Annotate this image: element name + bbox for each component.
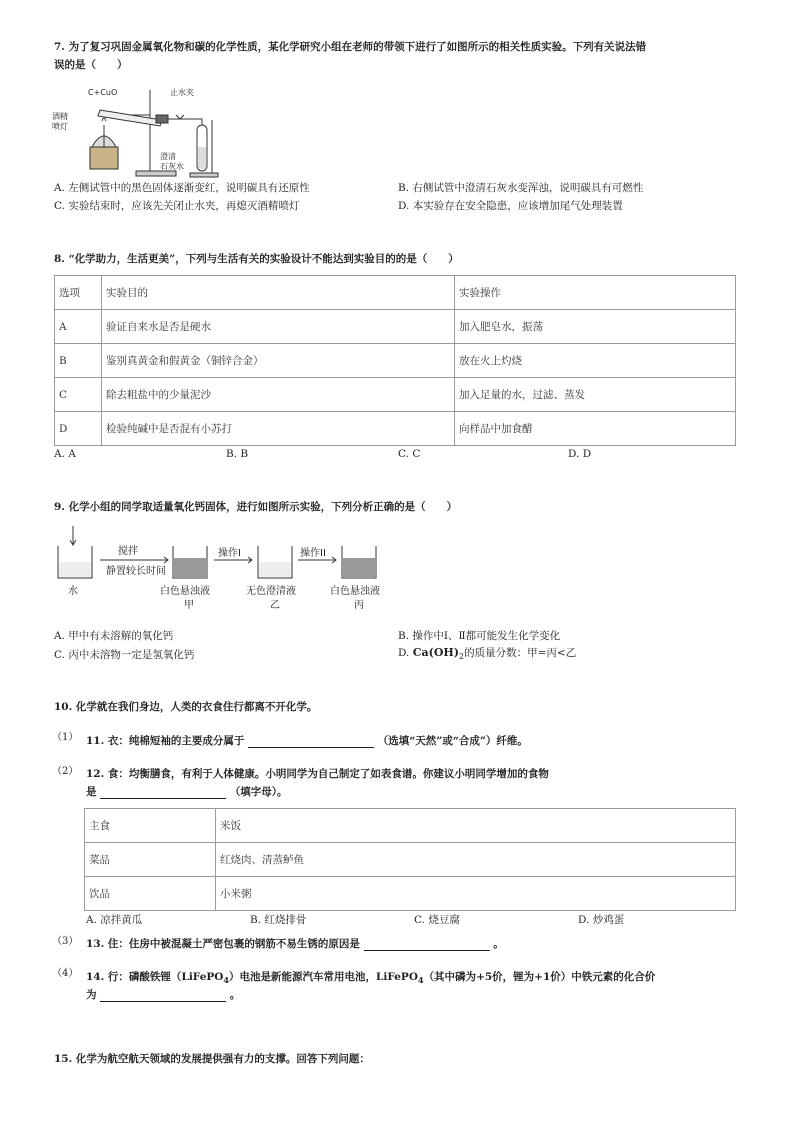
q10-p4-line1 <box>86 970 766 987</box>
q7-label-clamp: 止水夹 <box>170 88 194 97</box>
q8-header-purpose: 实验目的 <box>102 276 455 310</box>
q8-cell: 验证自来水是否是硬水 <box>102 310 455 344</box>
q10-p3-num: （3） <box>52 936 79 947</box>
q8-header-option: 选项 <box>55 276 102 310</box>
q10-p1-line <box>86 734 528 748</box>
q9-option-d-formula: Ca(OH) <box>412 646 460 659</box>
q8-option-a[interactable]: A. A <box>54 448 76 460</box>
q9-label-b1b: 甲 <box>184 600 194 611</box>
menu-cell: 小米粥 <box>216 877 736 911</box>
q10-p3-answer-blank[interactable] <box>364 939 490 951</box>
q8-option-d[interactable]: D. D <box>568 448 592 460</box>
q8-cell: D <box>55 412 102 446</box>
q8-option-b[interactable]: B. B <box>226 448 249 460</box>
q10-stem: 10. 化学就在我们身边，人类的衣食住行都离不开化学。 <box>54 701 318 713</box>
q9-label-b3a: 白色悬浊液 <box>330 586 380 597</box>
q8-cell: 放在火上灼烧 <box>455 344 736 378</box>
table-row <box>85 809 736 843</box>
q10-p1-num: （1） <box>52 732 79 743</box>
q7-label-lime2: 石灰水 <box>160 162 184 171</box>
q10-p4-num: （4） <box>52 968 79 979</box>
q10-p4-end: 价）中铁元素的化合价 <box>550 971 656 983</box>
q9-option-c[interactable]: C. 丙中未溶物一定是氢氧化钙 <box>54 649 195 661</box>
q10-p2-pre: 是 <box>86 786 97 798</box>
q8-cell: 加入肥皂水，振荡 <box>455 310 736 344</box>
q7-option-b[interactable]: B. 右侧试管中澄清石灰水变浑浊，说明碳具有可燃性 <box>398 182 644 194</box>
q8-cell: 鉴别真黄金和假黄金（铜锌合金） <box>102 344 455 378</box>
q10-p4-line2-pre: 为 <box>86 989 97 1001</box>
menu-cell: 饮品 <box>85 877 216 911</box>
q8-stem: 8. “化学助力，生活更美”，下列与生活有关的实验设计不能达到实验目的的是（ ） <box>54 253 459 265</box>
table-row <box>85 877 736 911</box>
q9-label-step1b: 静置较长时间 <box>106 566 166 577</box>
q7-option-a[interactable]: A. 左侧试管中的黑色固体逐渐变红，说明碳具有还原性 <box>54 182 310 194</box>
q9-option-d-sub: 2 <box>459 652 465 662</box>
q10-p2-line2 <box>86 785 288 799</box>
q7-apparatus-figure <box>52 85 222 178</box>
q9-label-op1: 操作I <box>218 548 241 559</box>
q10-p4-answer-blank[interactable] <box>100 990 226 1002</box>
q9-option-d[interactable] <box>398 645 576 661</box>
q8-cell: 加入足量的水，过滤、蒸发 <box>455 378 736 412</box>
q10-p4-line2 <box>86 988 240 1002</box>
q10-option-c[interactable]: C. 烧豆腐 <box>414 914 460 926</box>
table-row <box>55 310 736 344</box>
q9-option-a[interactable]: A. 甲中有未溶解的氧化钙 <box>54 630 174 642</box>
q8-table <box>54 275 736 446</box>
q9-label-b2b: 乙 <box>270 600 280 611</box>
q10-p2-answer-blank[interactable] <box>100 787 226 799</box>
q10-menu-table <box>84 808 736 911</box>
q8-cell: A <box>55 310 102 344</box>
q9-label-b1a: 白色悬浊液 <box>160 586 210 597</box>
q10-p3-pre: 13. 住：住房中被混凝土严密包裹的钢筋不易生锈的原因是 <box>86 938 360 950</box>
q8-table-header <box>55 276 736 310</box>
q9-label-op2: 操作II <box>300 548 326 559</box>
q9-label-b3b: 丙 <box>354 600 364 611</box>
q9-option-b[interactable]: B. 操作中Ⅰ、Ⅱ都可能发生化学变化 <box>398 630 561 642</box>
q8-option-c[interactable]: C. C <box>398 448 421 460</box>
q9-label-b2a: 无色澄清液 <box>246 586 296 597</box>
q8-cell: B <box>55 344 102 378</box>
q10-p4-mid2: （其中磷为 <box>423 971 477 983</box>
q8-cell: C <box>55 378 102 412</box>
q10-p2-post: （填字母）。 <box>229 786 288 798</box>
q10-p2-line1: 12. 食：均衡膳食，有利于人体健康。小明同学为自己制定了如表食谱。你建议小明同学增加的食物 <box>86 768 549 780</box>
q9-option-d-letter: D. <box>398 647 410 659</box>
q7-label-top: C+CuO <box>88 88 118 97</box>
q10-p1-post: （选填“天然”或“合成”）纤维。 <box>377 735 528 747</box>
q10-p4-pre: 14. 行：磷酸铁锂（ <box>86 971 182 983</box>
table-row <box>55 378 736 412</box>
q9-flow-figure <box>48 522 398 618</box>
q10-p3-line <box>86 937 504 951</box>
q10-option-a[interactable]: A. 凉拌黄瓜 <box>86 914 143 926</box>
q7-label-lime1: 澄清 <box>160 152 176 161</box>
menu-cell: 米饭 <box>216 809 736 843</box>
table-row <box>55 412 736 446</box>
table-row <box>85 843 736 877</box>
menu-cell: 菜品 <box>85 843 216 877</box>
q7-option-d[interactable]: D. 本实验存在安全隐患，应该增加尾气处理装置 <box>398 200 623 212</box>
q9-stem: 9. 化学小组的同学取适量氧化钙固体，进行如图所示实验，下列分析正确的是（ ） <box>54 501 458 513</box>
q7-label-lamp1: 酒精 <box>52 112 68 121</box>
q10-p1-answer-blank[interactable] <box>248 736 374 748</box>
table-row <box>55 344 736 378</box>
q9-option-d-text: 的质量分数：甲=丙<乙 <box>464 647 577 659</box>
q7-label-lamp2: 喷灯 <box>52 122 68 131</box>
q9-label-water: 水 <box>68 586 78 597</box>
q7-stem-line2: 误的是（ ） <box>54 59 128 71</box>
q10-p4-valence1: +5 <box>476 971 493 983</box>
q10-p4-valence2: +1 <box>534 971 551 983</box>
menu-cell: 主食 <box>85 809 216 843</box>
q15-stem: 15. 化学为航空航天领域的发展提供强有力的支撑。回答下列问题： <box>54 1053 370 1065</box>
q10-option-d[interactable]: D. 炒鸡蛋 <box>578 914 625 926</box>
q10-p4-formula1: LiFePO <box>181 971 224 983</box>
q8-cell: 除去粗盐中的少量泥沙 <box>102 378 455 412</box>
q10-p4-mid: ）电池是新能源汽车常用电池， <box>229 971 376 983</box>
q8-cell: 检验纯碱中是否混有小苏打 <box>102 412 455 446</box>
q10-option-b[interactable]: B. 红烧排骨 <box>250 914 307 926</box>
q10-p1-pre: 11. 衣：纯棉短袖的主要成分属于 <box>86 735 245 747</box>
q9-label-step1a: 搅拌 <box>118 546 138 557</box>
q10-p4-line2-post: 。 <box>229 989 241 1001</box>
q10-p4-mid3: 价，锂为 <box>492 971 535 983</box>
q8-header-operation: 实验操作 <box>455 276 736 310</box>
q10-p4-formula1-sub: 4 <box>223 975 229 986</box>
q10-p2-num: （2） <box>52 766 79 777</box>
q8-cell: 向样品中加食醋 <box>455 412 736 446</box>
q10-p4-formula2-sub: 4 <box>417 975 424 986</box>
q7-stem-line1: 7. 为了复习巩固金属氧化物和碳的化学性质，某化学研究小组在老师的带领下进行了如图所示的相关性质实验。下列有关说法错 <box>54 41 647 53</box>
menu-cell: 红烧肉、清蒸鲈鱼 <box>216 843 736 877</box>
q10-p4-formula2: LiFePO <box>376 971 418 983</box>
q7-option-c[interactable]: C. 实验结束时，应该先关闭止水夹，再熄灭酒精喷灯 <box>54 200 300 212</box>
q10-p3-post: 。 <box>493 938 504 950</box>
